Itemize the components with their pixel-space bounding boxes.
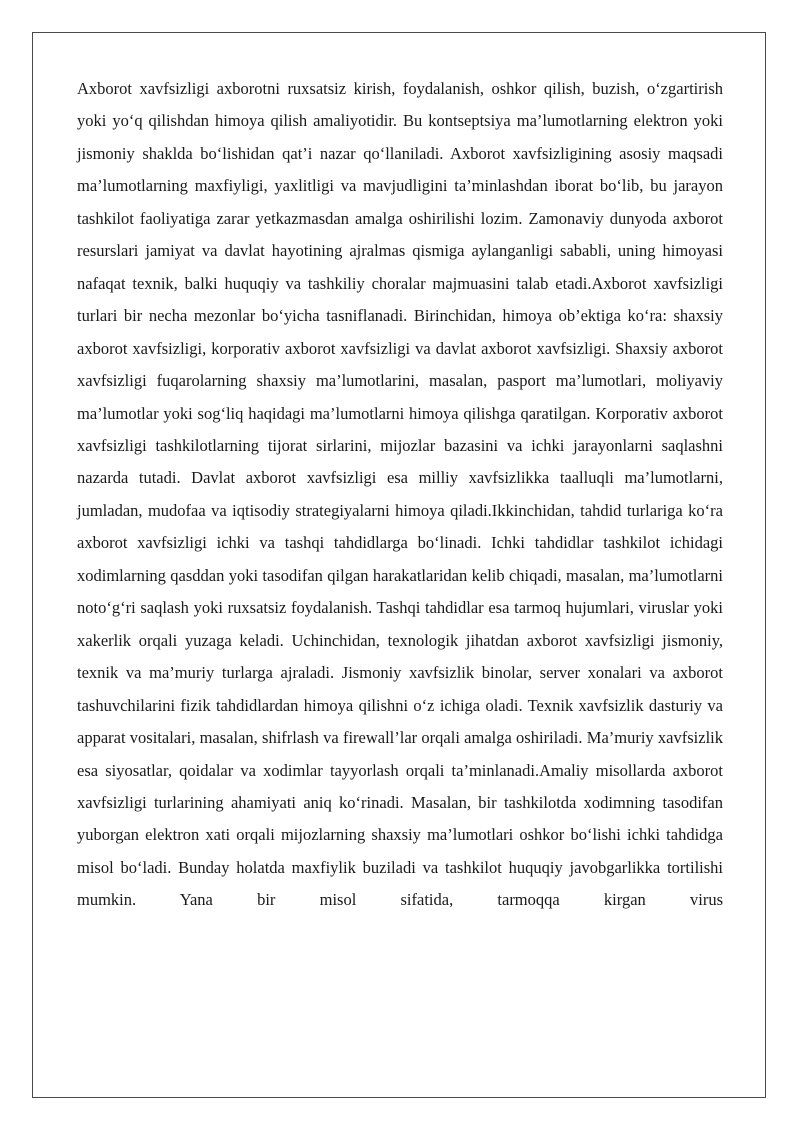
document-body-text: Axborot xavfsizligi axborotni ruxsatsiz kirish, foydalanish, oshkor qilish, buzish, o‘zgartirish yoki yo‘q qilishdan himoya qilish amaliyotidir. Bu kontseptsiya ma’lumotlarning elektron yoki jismoniy shaklda bo‘lishidan qat’i nazar qo‘llaniladi. Axborot xavfsizligining asosiy maqsadi ma’lumotlarning maxfiyligi, yaxlitligi va mavjudligini ta’minlashdan iborat bo‘lib, bu jarayon tashkilot faoliyatiga zarar yetkazmasdan amalga oshirilishi lozim. Zamonaviy dunyoda axborot resurslari jamiyat va davlat hayotining ajralmas qismiga aylanganligi sababli, uning himoyasi nafaqat texnik, balki huquqiy va tashkiliy choralar majmuasini talab etadi.Axborot xavfsizligi turlari bir necha mezonlar bo‘yicha tasniflanadi. Birinchidan, himoya ob’ektiga ko‘ra: shaxsiy axborot xavfsizligi, korporativ axborot xavfsizligi va davlat axborot xavfsizligi. Shaxsiy axborot xavfsizligi fuqarolarning shaxsiy ma’lumotlarini, masalan, pasport ma’lumotlari, moliyaviy ma’lumotlar yoki sog‘liq haqidagi ma’lumotlarni himoya qilishga qaratilgan. Korporativ axborot xavfsizligi tashkilotlarning tijorat sirlarini, mijozlar bazasini va ichki jarayonlarni saqlashni nazarda tutadi. Davlat axborot xavfsizligi esa milliy xavfsizlikka taalluqli ma’lumotlarni, jumladan, mudofaa va iqtisodiy strategiyalarni himoya qiladi.Ikkinchidan, tahdid turlariga ko‘ra axborot xavfsizligi ichki va tashqi tahdidlarga bo‘linadi. Ichki tahdidlar tashkilot ichidagi xodimlarning qasddan yoki tasodifan qilgan harakatlaridan kelib chiqadi, masalan, ma’lumotlarni noto‘g‘ri saqlash yoki ruxsatsiz foydalanish. Tashqi tahdidlar esa tarmoq hujumlari, viruslar yoki xakerlik orqali yuzaga keladi. Uchinchidan, texnologik jihatdan axborot xavfsizligi jismoniy, texnik va ma’muriy turlarga ajraladi. Jismoniy xavfsizlik binolar, server xonalari va axborot tashuvchilarini fizik tahdidlardan himoya qilishni o‘z ichiga oladi. Texnik xavfsizlik dasturiy va apparat vositalari, masalan, shifrlash va firewall’lar orqali amalga oshiriladi. Ma’muriy xavfsizlik esa siyosatlar, qoidalar va xodimlar tayyorlash orqali ta’minlanadi.Amaliy misollarda axborot xavfsizligi turlarining ahamiyati aniq ko‘rinadi. Masalan, bir tashkilotda xodimning tasodifan yuborgan elektron xati orqali mijozlarning shaxsiy ma’lumotlari oshkor bo‘lishi ichki tahdidga misol bo‘ladi. Bunday holatda maxfiylik buziladi va tashkilot huquqiy javobgarlikka tortilishi mumkin. Yana bir misol sifatida, tarmoqqa kirgan virus: [77, 79, 723, 910]
